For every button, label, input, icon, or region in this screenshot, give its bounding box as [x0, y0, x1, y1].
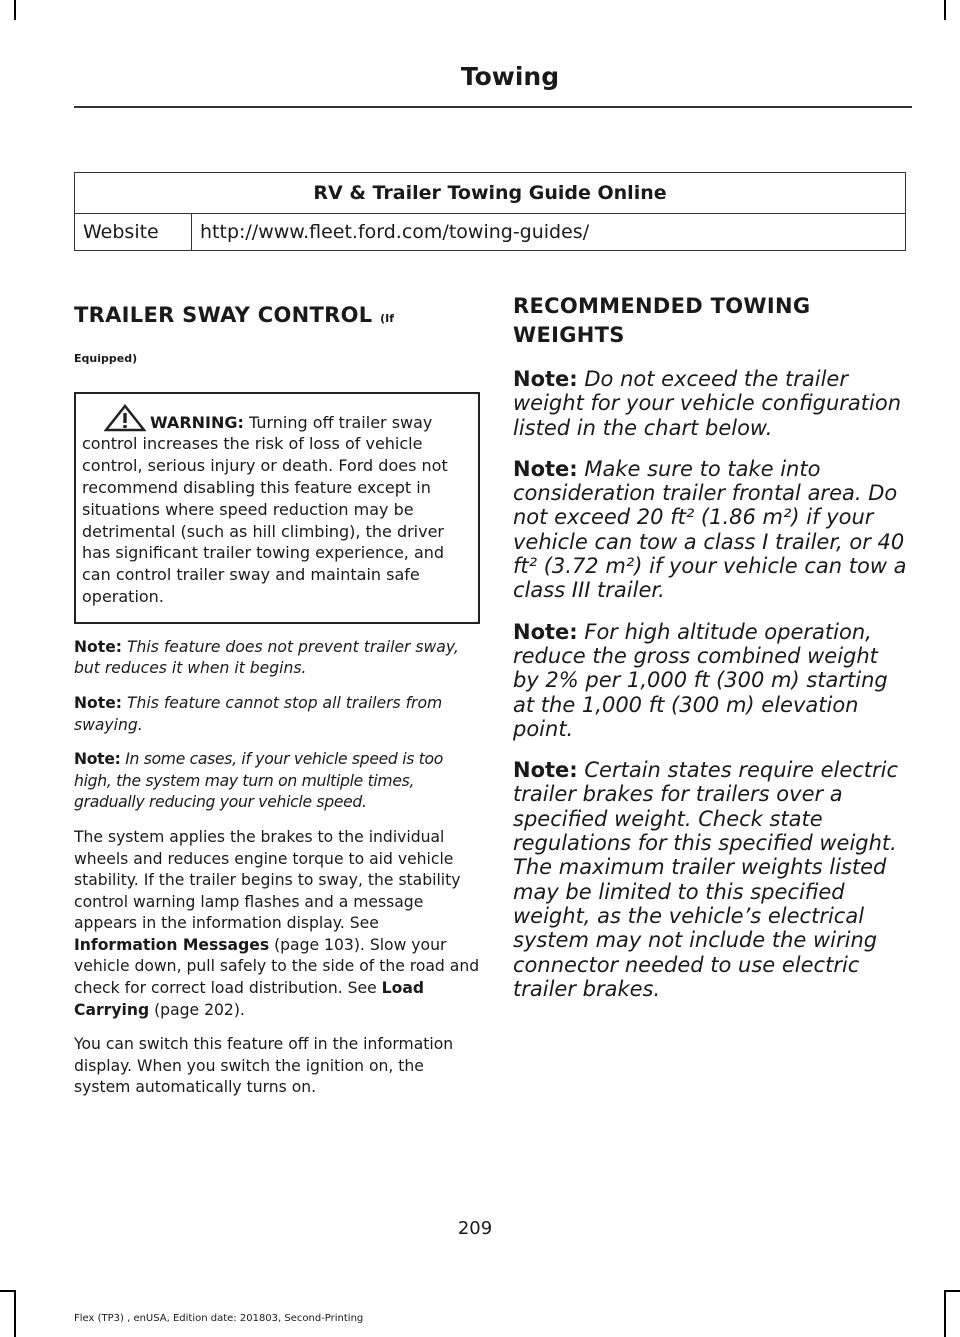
- paragraph-text: (page 202).: [149, 1000, 245, 1019]
- paragraph-switch-off: You can switch this feature off in the information display. When you switch the ignition on, the system automatically turns on.: [74, 1035, 454, 1097]
- heading-equipped: Equipped): [74, 352, 138, 365]
- paragraph-text: (page 103). Slow your vehicle down, pull safely to the side of the road and check for correct load distribution. See: [74, 935, 480, 998]
- note-text: Do not exceed the trailer weight for your vehicle configuration listed in the chart below.: [513, 367, 902, 440]
- heading-suffix: (If: [380, 312, 394, 325]
- table-cell-url: http://www.fleet.ford.com/towing-guides/: [192, 214, 906, 251]
- note-text: This feature does not prevent trailer sway, but reduces it when it begins.: [74, 637, 459, 678]
- section-heading-trailer-sway: [74, 300, 480, 334]
- table-row: [75, 214, 906, 251]
- note-text: In some cases, if your vehicle speed is too high, the system may turn on multiple times, gradually reducing your vehicle speed.: [74, 750, 444, 812]
- footer-edition: Flex (TP3) , enUSA, Edition date: 201803, Second-Printing: [74, 1313, 364, 1324]
- note-weights-4: [513, 758, 908, 1001]
- towing-guide-table: [74, 172, 906, 251]
- note-label: Note:: [74, 693, 123, 712]
- warning-text: Turning off trailer sway control increases the risk of loss of vehicle control, serious injury or death. Ford does not recommend disabling this feature except in situations where speed reduction may be detrimental (such as hill climbing), the driver has significant trailer towing experience, and can control trailer sway and maintain safe operation.: [82, 412, 448, 606]
- note-weights-1: [513, 367, 908, 440]
- crop-mark: [14, 0, 16, 20]
- crop-mark: [14, 1290, 16, 1337]
- note-2: [74, 693, 480, 736]
- note-text: For high altitude operation, reduce the gross combined weight by 2% per 1,000 ft (300 m) starting at the 1,000 ft (300 m) elevation point.: [513, 619, 888, 741]
- heading-text: TRAILER SWAY CONTROL: [74, 303, 373, 327]
- note-weights-2: [513, 457, 908, 603]
- heading-line: WEIGHTS: [513, 323, 625, 347]
- note-text: Make sure to take into consideration trailer frontal area. Do not exceed 20 ft² (1.86 m²) if your vehicle can tow a class I trailer, or 40 ft² (3.72 m²) if your vehicle can tow a class III trailer.: [513, 456, 907, 603]
- paragraph-system: [74, 827, 480, 1021]
- header-divider: [74, 106, 912, 108]
- warning-box: [74, 392, 480, 624]
- note-text: This feature cannot stop all trailers from swaying.: [74, 693, 443, 734]
- note-label: Note:: [513, 367, 578, 391]
- warning-label: WARNING:: [150, 412, 244, 432]
- note-weights-3: [513, 620, 908, 741]
- crop-mark: [944, 1290, 960, 1292]
- table-cell-label: Website: [75, 214, 192, 251]
- note-label: Note:: [513, 619, 578, 644]
- right-column: [513, 292, 908, 1001]
- page-number: 209: [457, 1218, 493, 1239]
- note-label: Note:: [74, 750, 121, 769]
- left-column: [74, 300, 480, 1099]
- crop-mark: [944, 0, 946, 20]
- note-label: Note:: [513, 758, 578, 783]
- warning-triangle-icon: [104, 404, 146, 432]
- section-heading-towing-weights: [513, 292, 908, 350]
- link-information-messages[interactable]: Information Messages: [74, 935, 270, 954]
- note-label: Note:: [513, 456, 578, 481]
- crop-mark: [944, 1290, 946, 1337]
- note-label: Note:: [74, 637, 123, 656]
- heading-line: RECOMMENDED TOWING: [513, 294, 811, 318]
- crop-mark: [0, 1290, 16, 1292]
- note-3: [74, 749, 480, 814]
- table-title: RV & Trailer Towing Guide Online: [75, 173, 906, 214]
- page-header-title: Towing: [460, 62, 560, 91]
- note-text: Certain states require electric trailer brakes for trailers over a specified weight. Check state regulations for this specified weight. The maximum trailer weights listed may be limited to this specified weight, as the vehicle’s electrical system may not include the wiring connector needed to use electric trailer brakes.: [513, 758, 899, 1001]
- link-load-carrying[interactable]: Load Carrying: [74, 979, 425, 1019]
- note-1: [74, 637, 480, 680]
- paragraph-text: The system applies the brakes to the individual wheels and reduces engine torque to aid vehicle stability. If the trailer begins to sway, the stability control warning lamp flashes and a message appears in the information display. See: [74, 827, 461, 933]
